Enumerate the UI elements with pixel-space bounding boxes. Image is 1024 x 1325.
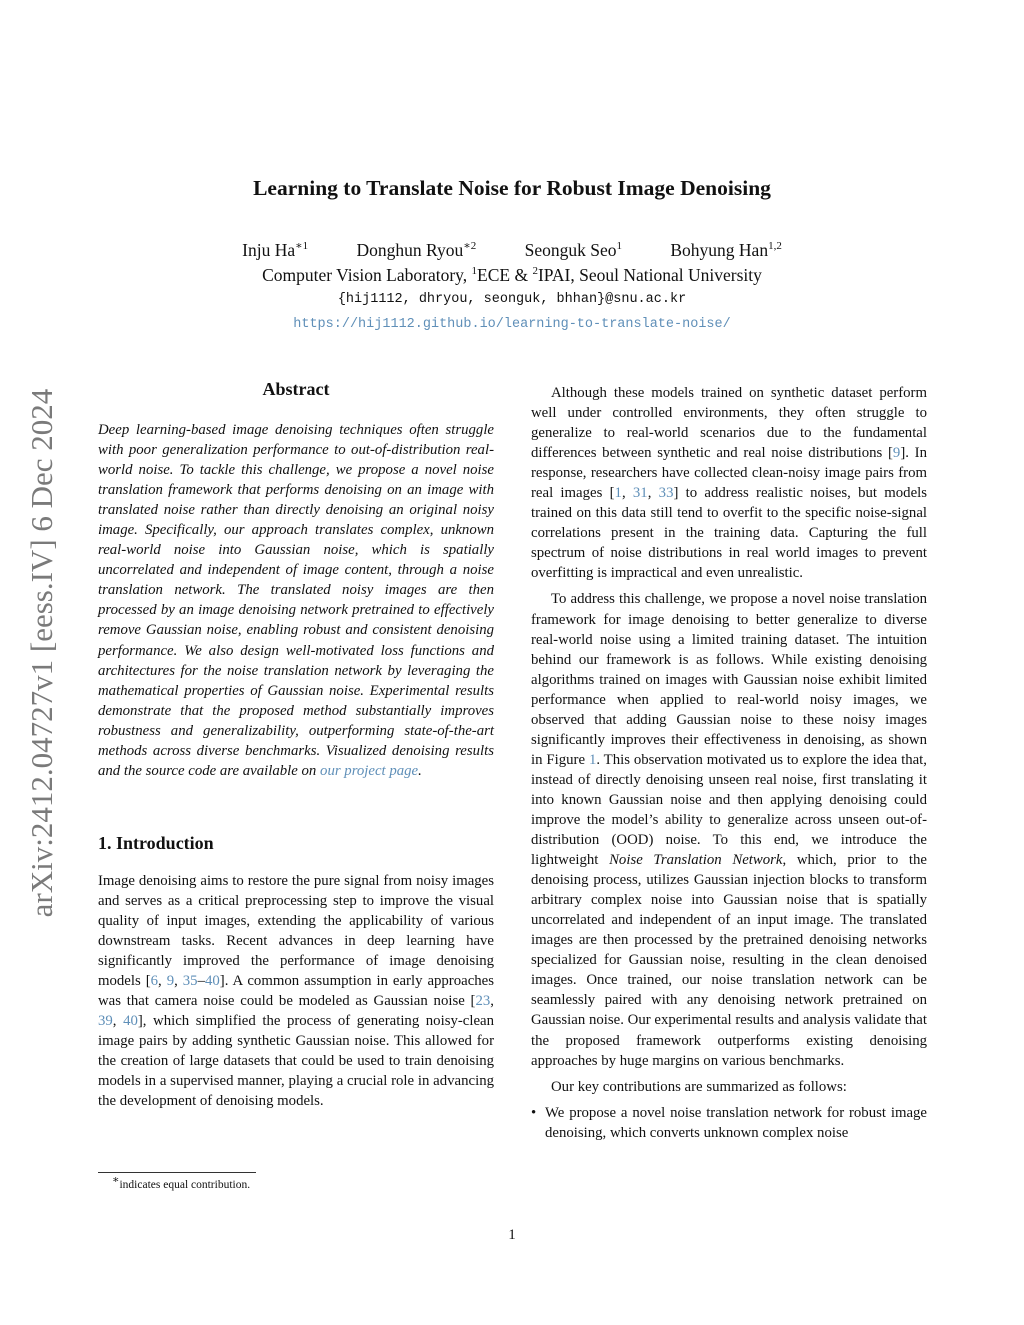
citation-sep: , [647, 485, 659, 502]
contribution-bullet [531, 1103, 927, 1143]
citation-sep: – [197, 973, 205, 990]
paper-title: Learning to Translate Noise for Robust Image Denoising [253, 176, 771, 200]
abstract-body: Deep learning-based image denoising techniques often struggle with poor generalization performance to out-of-distribution real-world noise. To tackle this challenge, we propose a novel noise translation framework that performs denoising on an image with translated noise rather than directly denoising an original noisy image. Specifically, our approach translates complex, unknown real-world noise into Gaussian noise, which is spatially uncorrelated and independent of image content, through a noise translation network. The translated noisy images are then processed by an image denoising network pretrained to effectively remove Gaussian noise, enabling robust and consistent denoising performance. We also design well-motivated loss functions and architectures for the noise translation network by leveraging the mathematical properties of Gaussian noise. Experimental results demonstrate that the proposed method substantially improves robustness and generalizability, outperforming state-of-the-art methods across diverse benchmarks. Visualized denoising results and the source code are available on [98, 422, 494, 779]
paragraph-text: ], which simplified the process of generating noisy-clean image pairs by adding synthetic Gaussian noise. This allowed for the creation of large datasets that could be used to train denoising models in a supervised manner, playing a crucial role in advancing the development of denoising models. [98, 1013, 494, 1110]
author [525, 239, 622, 261]
author-affiliation-mark: ∗2 [463, 240, 477, 253]
citation-link[interactable]: 40 [204, 973, 220, 990]
affiliation-ece: ECE & [477, 265, 533, 285]
affiliation-mark: 2 [532, 265, 538, 278]
introduction-paragraph [98, 871, 494, 1112]
footnote-text: indicates equal contribution. [119, 1179, 251, 1191]
affiliation-mark: 1 [471, 265, 478, 278]
paragraph-text: . This observation motivated us to explore the idea that, instead of directly denoising unseen real noise, first translating it into known Gaussian noise and then applying denoising could improve the model’s ability to generalize across unseen out-of-distribution (OOD) noise. To this end, we introduce the lightweight [531, 751, 927, 869]
paragraph-text: ] to address realistic noises, but models trained on this data still tend to overfit to the specific noise-signal correlations present in the training data. Capturing the full spectrum of noise distributions in real world images to prevent overfitting is impractical and even unrealistic. [531, 485, 927, 582]
paragraph-text: Although these models trained on synthetic dataset perform well under controlled environments, they often struggle to generalize to real-world scenarios due to the fundamental differences between synthetic and real noise distributions [ [531, 385, 927, 462]
author-emails: {hij1112, dhryou, seonguk, bhhan}@snu.ac.kr [337, 292, 687, 307]
citation-link[interactable]: 6 [150, 973, 159, 990]
citation-sep: , [490, 993, 494, 1010]
citation-sep: , [158, 973, 167, 990]
page-number: 1 [508, 1227, 516, 1243]
body-paragraph [531, 589, 927, 1070]
citation-link[interactable]: 9 [892, 445, 901, 462]
author-list [0, 239, 1024, 261]
arxiv-identifier-stamp: arXiv:2412.04727v1 [eess.IV] 6 Dec 2024 [24, 388, 59, 918]
affiliation-line [0, 264, 1024, 286]
citation-link[interactable]: 9 [166, 973, 175, 990]
bullet-text: We propose a novel noise translation network for robust image denoising, which converts unknown complex noise [545, 1104, 927, 1141]
citation-sep: , [621, 485, 633, 502]
author-name: Bohyung Han [670, 240, 769, 260]
author-name: Donghun Ryou [356, 240, 464, 260]
citation-link[interactable]: 33 [658, 485, 674, 502]
paragraph-text: To address this challenge, we propose a novel noise translation framework for image denoising to better generalize to diverse real-world noise using a limited training dataset. The intuition behind our framework is as follows. While existing denoising algorithms trained on images with Gaussian noise exhibit limited performance when applied to real-world noisy images, we observed that adding Gaussian noise to these noisy images significantly improves their effectiveness in denoising, as shown in Figure [531, 591, 927, 768]
body-paragraph: Our key contributions are summarized as follows: [551, 1078, 847, 1095]
author [242, 239, 308, 261]
author [357, 239, 477, 261]
citation-sep: , [174, 973, 183, 990]
citation-link[interactable]: 1 [614, 485, 622, 502]
paragraph-text: ]. In response, researchers have collected clean-noisy image pairs from real images [ [531, 445, 927, 502]
paragraph-text: , which, prior to the denoising process, utilizes Gaussian injection blocks to transform arbitrary complex noise into Gaussian noise that is spatially uncorrelated and independent of an input image. The translated images are then processed by the pretrained denoising networks specialized for Gaussian noise, resulting in the clean denoised images. Once trained, our noise translation network can be seamlessly paired with any denoising network pretrained on Gaussian noise. Our experimental results and analysis validate that the proposed framework outperforms existing denoising approaches by huge margins on various benchmarks. [531, 852, 927, 1069]
author-affiliation-mark: 1 [616, 240, 622, 253]
affiliation-lab: Computer Vision Laboratory, [262, 265, 472, 285]
author [670, 239, 781, 261]
project-page-link[interactable]: our project page [320, 762, 419, 779]
left-column [98, 378, 494, 1111]
body-paragraph [531, 383, 927, 583]
abstract-text [98, 420, 494, 781]
abstract-end: . [418, 762, 422, 779]
citation-link[interactable]: 23 [475, 993, 491, 1010]
author-affiliation-mark: 1,2 [768, 240, 782, 253]
figure-link[interactable]: 1 [588, 751, 597, 768]
citation-link[interactable]: 31 [632, 485, 648, 502]
author-name: Inju Ha [242, 240, 296, 260]
footnote-divider [98, 1172, 256, 1173]
footnote [112, 1174, 251, 1192]
project-url-link[interactable]: https://hij1112.github.io/learning-to-translate-noise/ [293, 317, 731, 332]
abstract-heading: Abstract [262, 379, 330, 399]
emphasized-term: Noise Translation Network [609, 852, 783, 869]
bullet-marker: • [531, 1104, 537, 1121]
paragraph-text: Image denoising aims to restore the pure signal from noisy images and serves as a critical preprocessing step to improve the visual quality of input images, extending the applicability of various downstream tasks. Recent advances in deep learning have significantly improved the performance of image denoising models [ [98, 872, 494, 990]
citation-link[interactable]: 40 [123, 1013, 138, 1030]
introduction-heading: 1. Introduction [98, 832, 214, 853]
right-column [531, 383, 927, 1143]
citation-sep: , [112, 1013, 124, 1030]
footnote-mark: ∗ [112, 1174, 120, 1187]
author-affiliation-mark: ∗1 [295, 240, 309, 253]
author-name: Seonguk Seo [524, 240, 617, 260]
paragraph-text: ]. A common assumption in early approaches was that camera noise could be modeled as Gaussian noise [ [98, 973, 494, 1010]
citation-link[interactable]: 35 [182, 973, 198, 990]
citation-link[interactable]: 39 [98, 1013, 113, 1030]
affiliation-ipai: IPAI, Seoul National University [537, 265, 762, 285]
